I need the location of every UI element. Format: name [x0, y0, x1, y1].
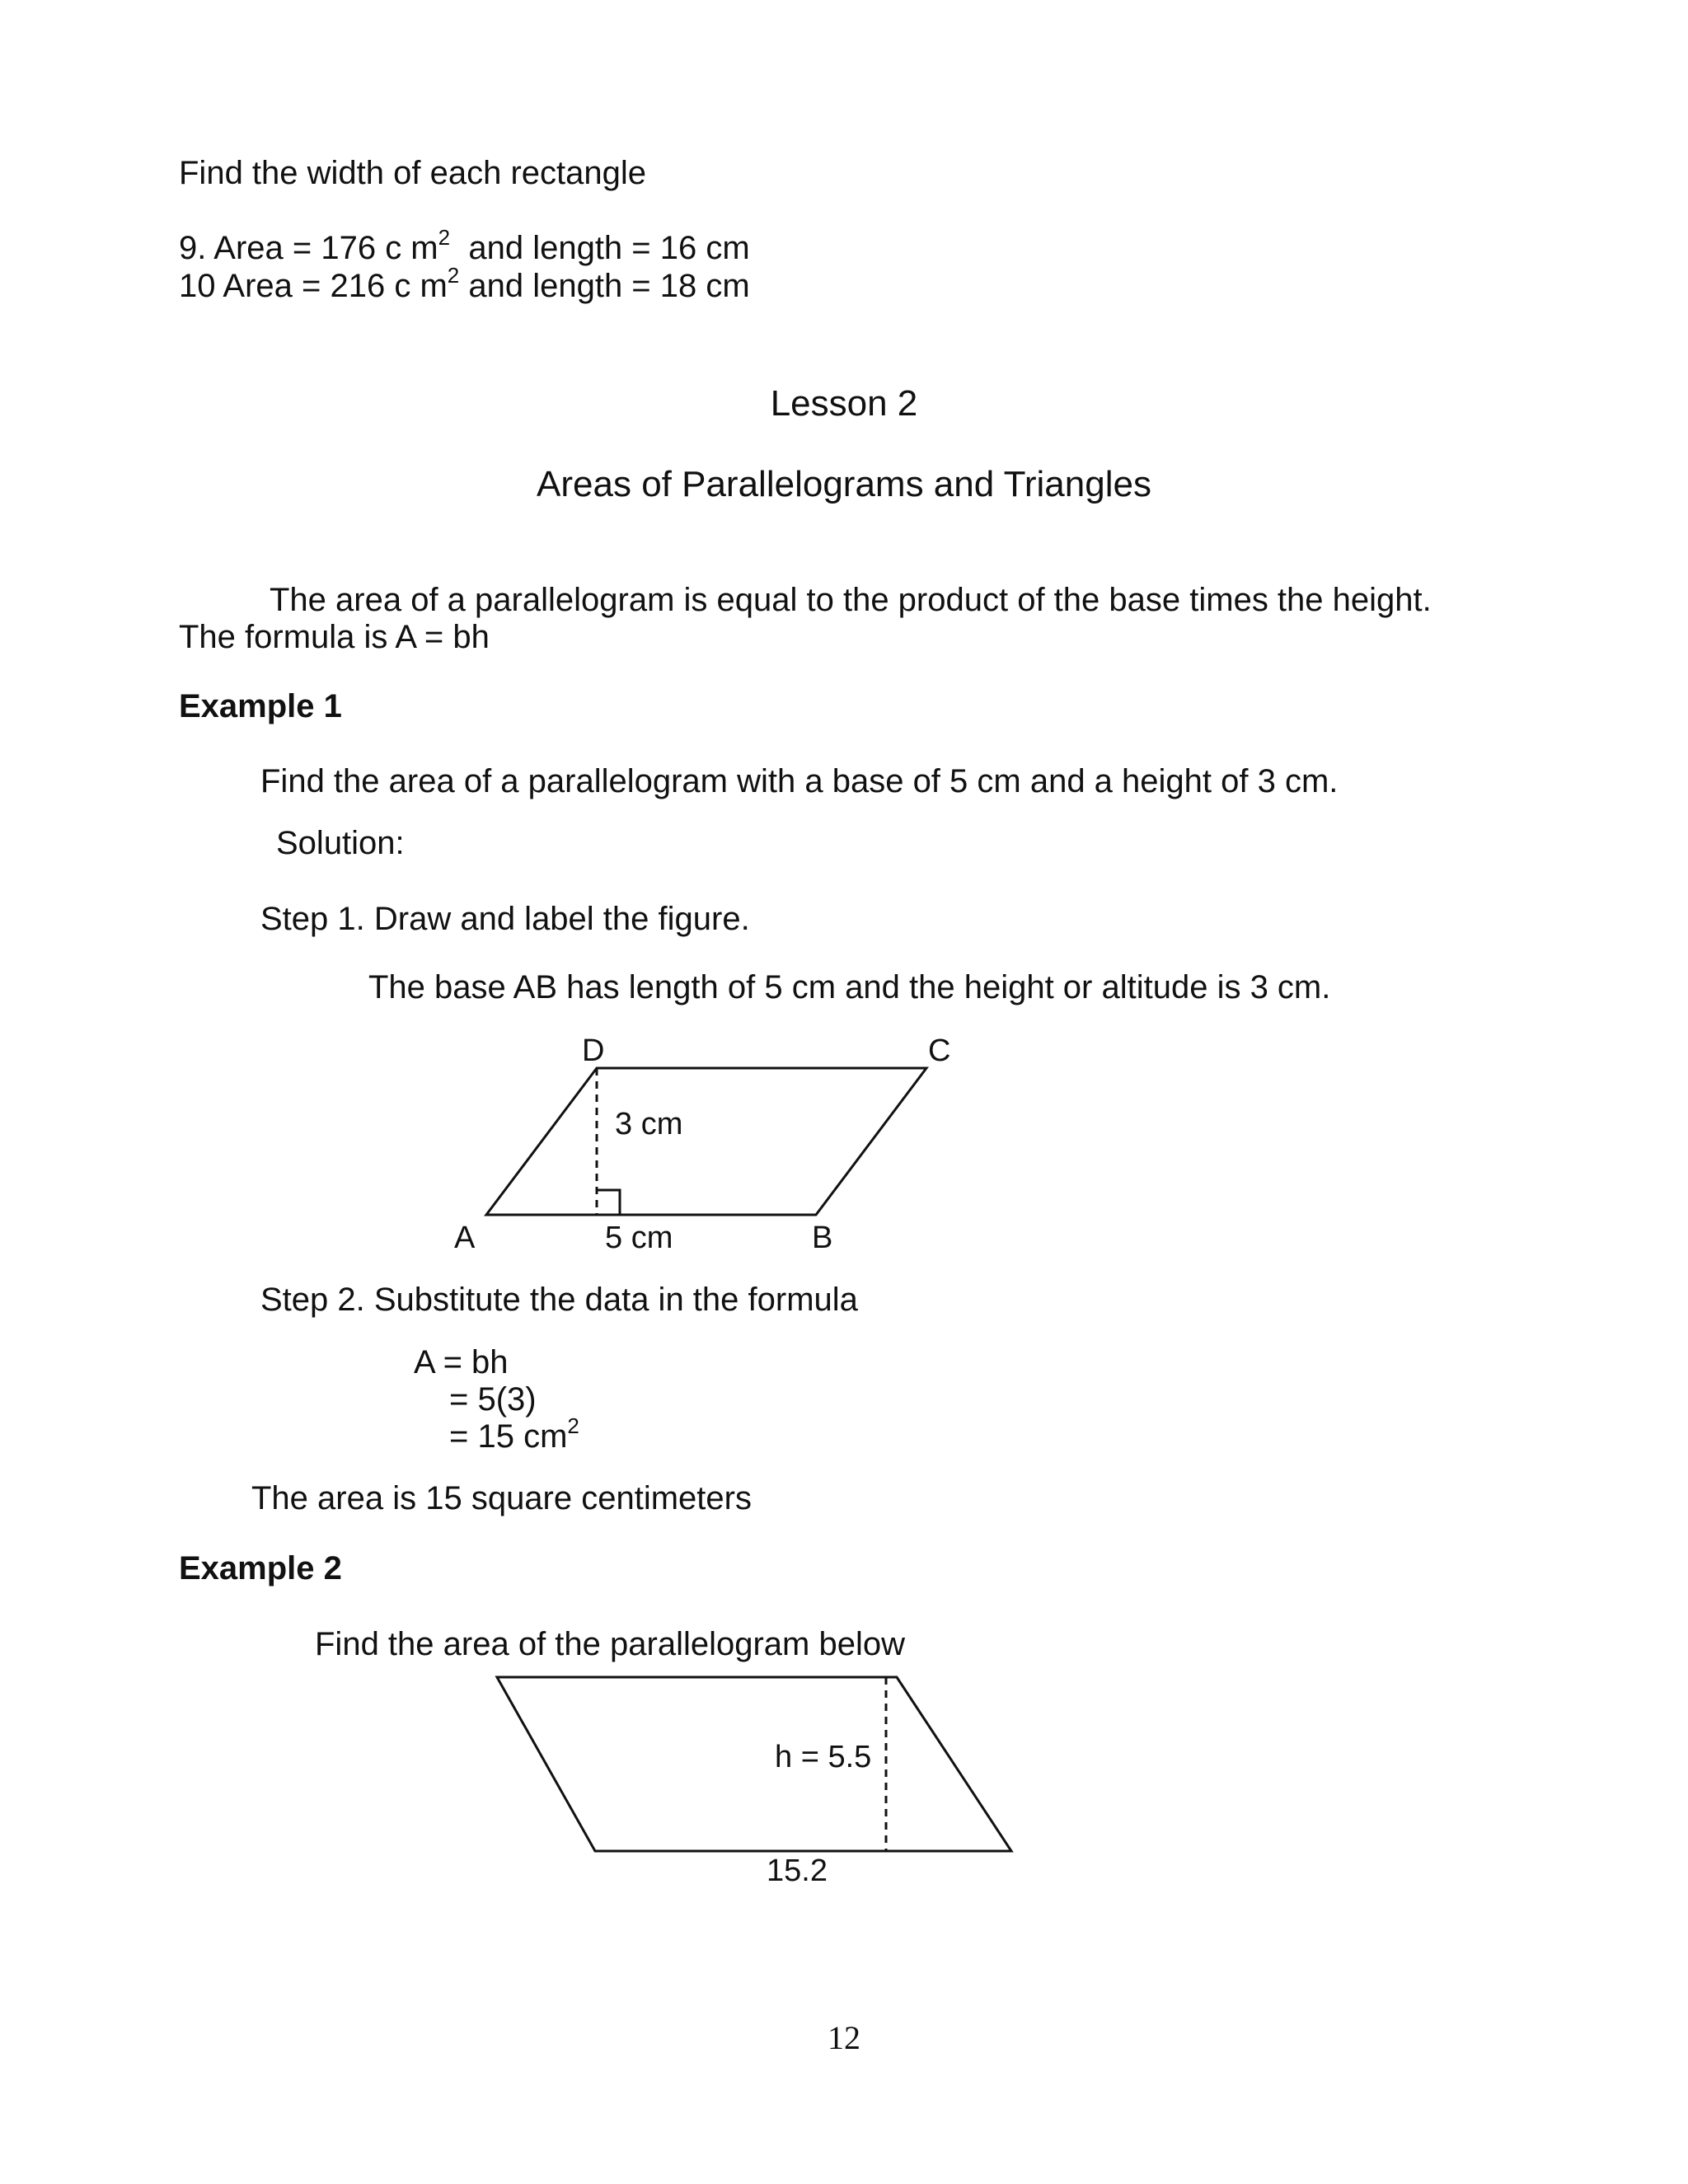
- exercise-9-text: 9. Area = 176 c m: [179, 230, 438, 266]
- vertex-label-b: B: [812, 1221, 833, 1255]
- vertex-label-a: A: [454, 1221, 476, 1255]
- height-label: 3 cm: [615, 1107, 683, 1141]
- base-label-2: 15.2: [767, 1854, 828, 1888]
- exercise-10-length: and length = 18 cm: [468, 268, 750, 304]
- exercise-9-exponent: 2: [438, 225, 451, 250]
- base-label: 5 cm: [605, 1221, 673, 1255]
- solution-label: Solution:: [276, 825, 405, 861]
- calc-line-3-text: = 15 cm: [449, 1418, 568, 1455]
- exercise-10-text: 10 Area = 216 c m: [179, 268, 448, 304]
- step-1-description: The base AB has length of 5 cm and the height or altitude is 3 cm.: [368, 969, 1331, 1005]
- example-1-heading: Example 1: [179, 688, 342, 724]
- vertex-label-c: C: [928, 1033, 951, 1068]
- page-number: 12: [828, 2019, 860, 2056]
- lesson-number: Lesson 2: [770, 383, 918, 424]
- lesson-title: Areas of Parallelograms and Triangles: [537, 464, 1151, 504]
- intro-line-2: The formula is A = bh: [179, 619, 490, 655]
- example-2-heading: Example 2: [179, 1550, 342, 1586]
- exercise-10-exponent: 2: [447, 263, 460, 288]
- calc-line-1: A = bh: [414, 1344, 509, 1380]
- step-1: Step 1. Draw and label the figure.: [260, 901, 750, 937]
- height-label-2: h = 5.5: [775, 1740, 872, 1774]
- section-heading: Find the width of each rectangle: [179, 155, 647, 191]
- calc-exponent: 2: [567, 1413, 579, 1438]
- example-2-problem: Find the area of the parallelogram below: [315, 1626, 905, 1662]
- exercise-9-length: and length = 16 cm: [468, 230, 750, 266]
- example-1-conclusion: The area is 15 square centimeters: [251, 1480, 752, 1516]
- intro-line-1: The area of a parallelogram is equal to the product of the base times the height.: [270, 582, 1432, 618]
- vertex-label-d: D: [582, 1033, 605, 1068]
- example-1-problem: Find the area of a parallelogram with a base of 5 cm and a height of 3 cm.: [260, 763, 1339, 799]
- calc-line-2: = 5(3): [449, 1381, 537, 1418]
- step-2: Step 2. Substitute the data in the formula: [260, 1282, 858, 1318]
- parallelogram-2-outline: [497, 1677, 1011, 1851]
